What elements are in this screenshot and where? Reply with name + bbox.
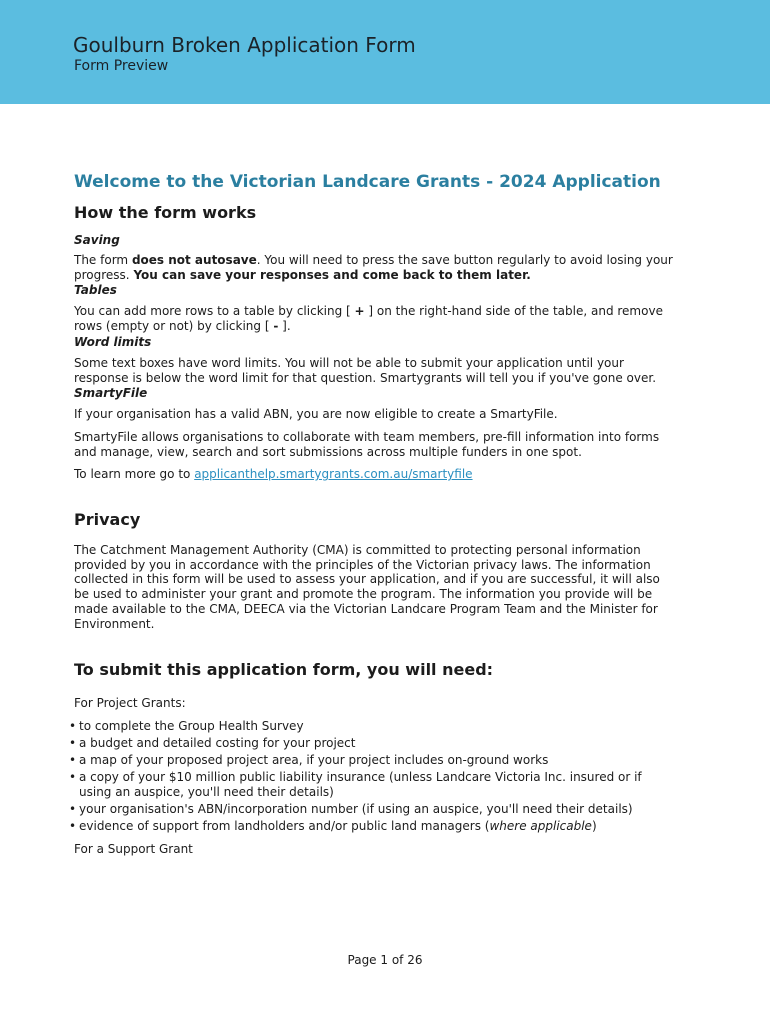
list-item: • evidence of support from landholders and/or public land managers (where applicable) [69, 818, 597, 833]
tables-section [74, 282, 674, 333]
smartyfile-text-2: SmartyFile allows organisations to collaborate with team members, pre-fill information into forms and manage, view, search and sort submissions across multiple funders in one spot. [74, 429, 660, 459]
privacy-section [74, 509, 674, 631]
page-number: Page 1 of 26 [347, 953, 423, 967]
list-item: • your organisation's ABN/incorporation number (if using an auspice, you'll need their details) [69, 801, 633, 816]
bullet-icon: • [69, 801, 77, 816]
smartyfile-link[interactable]: applicanthelp.smartygrants.com.au/smartyfile [194, 467, 473, 482]
form-title: Goulburn Broken Application Form [73, 33, 416, 57]
requirements-list [69, 718, 674, 833]
smartyfile-text-3: To learn more go to applicanthelp.smartygrants.com.au/smartyfile [74, 467, 473, 482]
support-grant-label: For a Support Grant [74, 842, 193, 857]
project-grants-label: For Project Grants: [74, 696, 186, 711]
list-item: • to complete the Group Health Survey [69, 718, 304, 733]
smartyfile-heading: SmartyFile [74, 386, 148, 401]
header-banner [0, 0, 770, 104]
list-item: • a budget and detailed costing for your project [69, 735, 356, 750]
tables-text: You can add more rows to a table by clicking [ + ] on the right-hand side of the table, and remove rows (empty or not) by clicking [ - ]. [74, 304, 663, 334]
bullet-icon: • [69, 752, 77, 767]
saving-section [74, 232, 674, 282]
how-title: How the form works [74, 203, 257, 222]
privacy-heading: Privacy [74, 510, 141, 530]
smartyfile-text-1: If your organisation has a valid ABN, you are now eligible to create a SmartyFile. [74, 407, 558, 422]
word-limits-heading: Word limits [74, 334, 152, 349]
tables-heading: Tables [74, 283, 117, 298]
bullet-icon: • [69, 769, 77, 784]
form-subtitle: Form Preview [74, 58, 169, 74]
saving-text: The form does not autosave. You will need to press the save button regularly to avoid losing your progress. You can save your responses and come back to them later. [74, 253, 673, 282]
bullet-icon: • [69, 818, 77, 833]
welcome-title: Welcome to the Victorian Landcare Grants - 2024 Application [74, 172, 661, 192]
word-limits-text: Some text boxes have word limits. You will not be able to submit your application until your response is below the word limit for that question. Smartygrants will tell you if you've gone over. [74, 355, 657, 385]
requirements-section [69, 659, 674, 857]
form-content [69, 170, 674, 857]
list-item: • a copy of your $10 million public liability insurance (unless Landcare Victoria Inc. insured or if using an auspice, you'll need their details) [69, 769, 642, 799]
saving-heading: Saving [74, 233, 120, 247]
list-item: • a map of your proposed project area, if your project includes on-ground works [69, 752, 549, 767]
bullet-icon: • [69, 735, 77, 750]
privacy-text: The Catchment Management Authority (CMA) is committed to protecting personal information provided by you in accordance with the principles of the Victorian privacy laws. The information collected in this form will be used to assess your application, and if you are successful, it will also be used to administer your grant and promote the program. The information you provide will be made available to the CMA, DEECA via the Victorian Landcare Program Team and the Minister for Environment. [74, 543, 660, 631]
requirements-heading: To submit this application form, you will need: [74, 660, 494, 680]
smartyfile-section [74, 385, 674, 482]
word-limits-section [74, 334, 674, 385]
bullet-icon: • [69, 718, 77, 733]
